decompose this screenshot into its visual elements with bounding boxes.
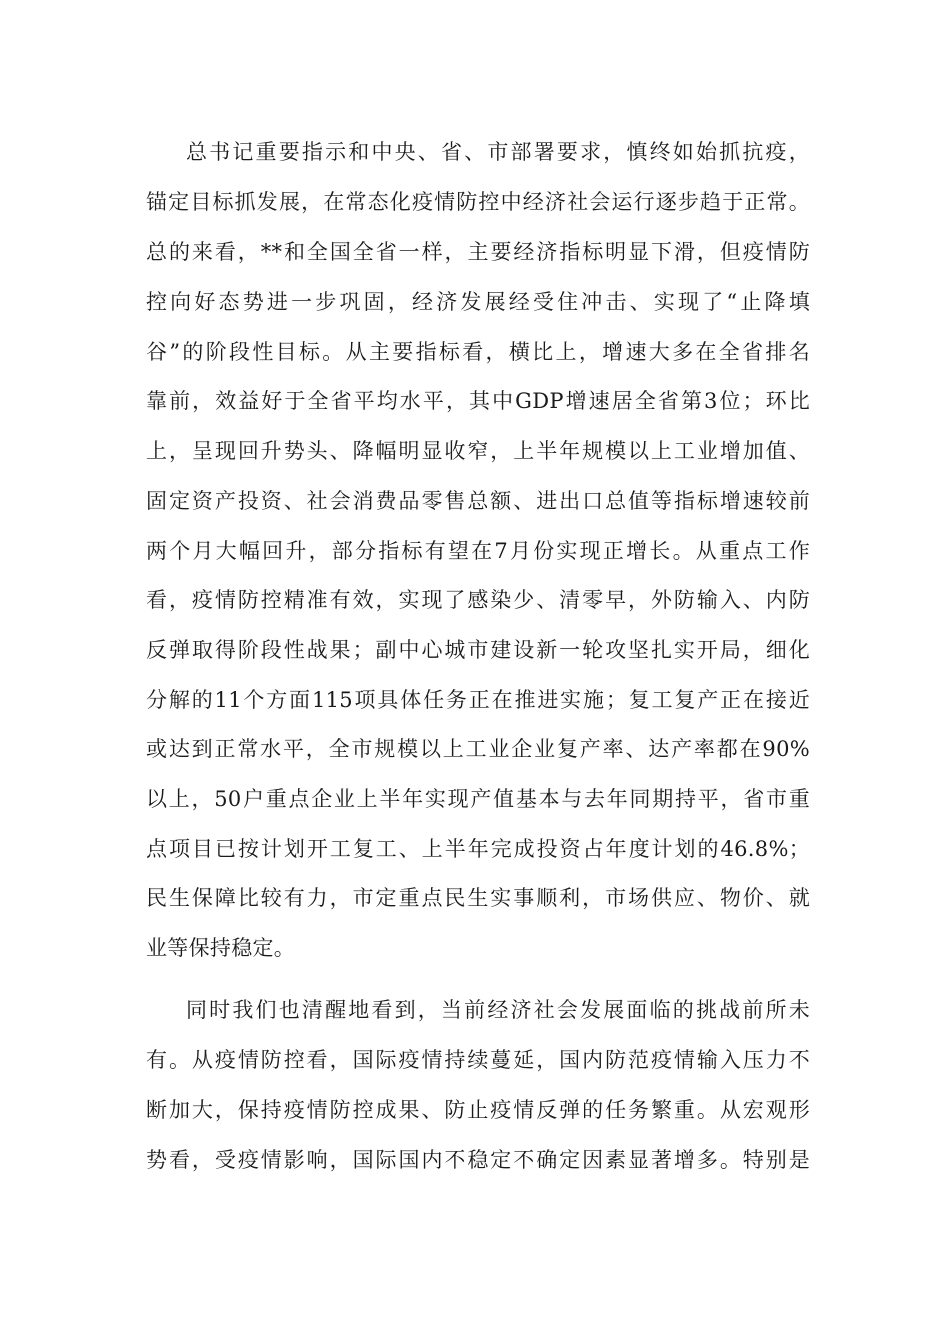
paragraph-line: 固定资产投资、社会消费品零售总额、进出口总值等指标增速较前 <box>146 489 810 513</box>
paragraph-line: 锚定目标抓发展，在常态化疫情防控中经济社会运行逐步趋于正常。 <box>146 190 810 214</box>
paragraph-line: 反弹取得阶段性战果；副中心城市建设新一轮攻坚扎实开局，细化 <box>146 638 810 662</box>
paragraph-line: 断加大，保持疫情防控成果、防止疫情反弹的任务繁重。从宏观形 <box>146 1098 810 1122</box>
paragraph-line: 靠前，效益好于全省平均水平，其中GDP增速居全省第3位；环比 <box>146 389 810 413</box>
paragraph-line: 分解的11个方面115项具体任务正在推进实施；复工复产正在接近 <box>146 688 810 712</box>
paragraph-line: 谷”的阶段性目标。从主要指标看，横比上，增速大多在全省排名 <box>146 340 810 364</box>
paragraph-line: 业等保持稳定。 <box>146 936 296 960</box>
paragraph-line: 同时我们也清醒地看到，当前经济社会发展面临的挑战前所未 <box>186 998 810 1022</box>
paragraph-line: 民生保障比较有力，市定重点民生实事顺利，市场供应、物价、就 <box>146 886 810 910</box>
paragraph-line: 有。从疫情防控看，国际疫情持续蔓延，国内防范疫情输入压力不 <box>146 1048 810 1072</box>
paragraph-line: 两个月大幅回升，部分指标有望在7月份实现正增长。从重点工作 <box>146 539 810 563</box>
paragraph-line: 点项目已按计划开工复工、上半年完成投资占年度计划的46.8%； <box>146 837 810 861</box>
paragraph-line: 以上，50户重点企业上半年实现产值基本与去年同期持平，省市重 <box>146 787 810 811</box>
paragraph-line: 总的来看，**和全国全省一样，主要经济指标明显下滑，但疫情防 <box>146 240 810 264</box>
paragraph-line: 或达到正常水平，全市规模以上工业企业复产率、达产率都在90% <box>146 737 810 761</box>
paragraph-line: 势看，受疫情影响，国际国内不稳定不确定因素显著增多。特别是 <box>146 1148 810 1172</box>
paragraph-line: 看，疫情防控精准有效，实现了感染少、清零早，外防输入、内防 <box>146 588 810 612</box>
paragraph-line: 控向好态势进一步巩固，经济发展经受住冲击、实现了“止降填 <box>146 290 810 314</box>
paragraph-line: 总书记重要指示和中央、省、市部署要求，慎终如始抓抗疫， <box>186 140 810 164</box>
paragraph-line: 上，呈现回升势头、降幅明显收窄，上半年规模以上工业增加值、 <box>146 439 810 463</box>
